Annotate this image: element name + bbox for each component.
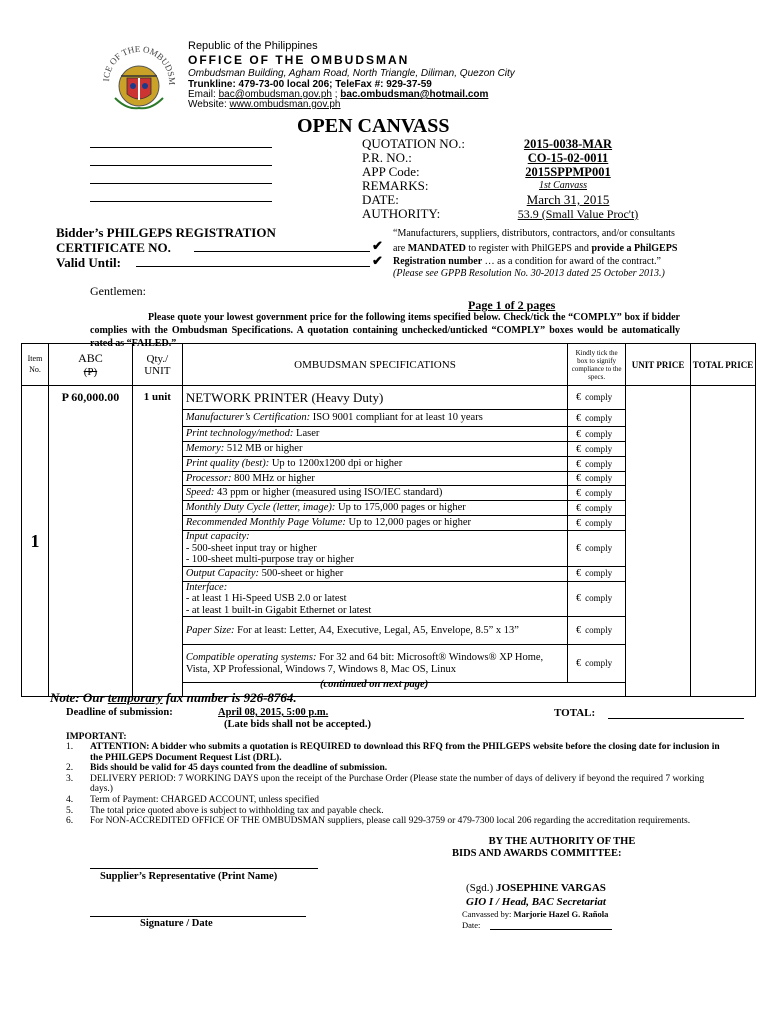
comply-label: comply — [585, 625, 613, 635]
important-item — [66, 816, 726, 827]
addressee-line[interactable] — [90, 201, 272, 202]
philgeps-note-text: … as a condition for award of the contract.” — [484, 256, 661, 267]
signatory-name: JOSEPHINE VARGAS — [495, 882, 606, 894]
header-total-price: TOTAL PRICE — [691, 344, 756, 386]
checkbox-icon: € — [576, 458, 582, 470]
header-qty — [132, 344, 182, 386]
important-title: IMPORTANT: — [66, 732, 127, 742]
important-item — [66, 795, 726, 806]
important-item-text: Bids should be valid for 45 days counted from the deadline of submission. — [90, 763, 388, 774]
check-icon: ✔ — [372, 253, 383, 268]
comply-checkbox[interactable] — [568, 531, 626, 567]
comply-label: comply — [585, 542, 613, 553]
header-qty-unit: UNIT — [144, 364, 171, 377]
bidder-registration-line1: Bidder’s PHILGEPS REGISTRATION — [56, 225, 276, 240]
spec-value: 43 ppm or higher (measured using ISO/IEC standard) — [217, 487, 443, 499]
unit-price-cell[interactable] — [626, 386, 691, 697]
comply-label: comply — [585, 658, 613, 668]
important-item-number: 6. — [66, 816, 74, 827]
spec-cell — [182, 472, 567, 486]
signatory-position: GIO I / Head, BAC Secretariat — [466, 896, 606, 908]
salutation: Gentlemen: — [90, 284, 146, 298]
spec-cell — [182, 486, 567, 501]
checkbox-icon: € — [576, 487, 582, 499]
signature-field[interactable] — [90, 916, 306, 917]
fax-note-pre: Note: Our — [50, 690, 105, 705]
signatory-line — [466, 882, 606, 894]
spec-value: Up to 1200x1200 dpi or higher — [271, 458, 403, 470]
spec-label: Recommended Monthly Page Volume: — [185, 517, 346, 529]
spec-cell — [182, 501, 567, 516]
continued-note: (continued on next page) — [320, 679, 429, 690]
email-separator: ; — [334, 89, 338, 100]
date-label: DATE: — [362, 192, 399, 207]
valid-until-label: Valid Until: — [56, 255, 121, 270]
email-label: Email: — [188, 89, 216, 100]
philgeps-note-line3 — [393, 256, 661, 267]
fax-note-temporary: temporary — [107, 690, 163, 705]
comply-label: comply — [585, 412, 613, 423]
valid-until-field[interactable] — [136, 266, 370, 267]
comply-checkbox[interactable] — [568, 442, 626, 457]
important-item-text: ATTENTION: A bidder who submits a quotation is REQUIRED to download this RFQ from the PHILGEPS website before the closing date for inclusion in the PHILGEPS Document Request List (DRL). — [90, 742, 720, 763]
deadline-value: April 08, 2015, 5:00 p.m. — [218, 707, 329, 718]
spec-value: 500-sheet or higher — [261, 567, 344, 579]
header-abc-label: ABC — [78, 351, 103, 365]
comply-checkbox[interactable] — [568, 566, 626, 581]
spec-value: - at least 1 Hi-Speed USB 2.0 or latest - at least 1 built-in Gigabit Ethernet or latest — [185, 593, 372, 616]
authority-value: 53.9 (Small Value Proc't) — [517, 207, 639, 221]
spec-label: Speed: — [185, 487, 215, 499]
important-item-text: Term of Payment: CHARGED ACCOUNT, unless specified — [90, 794, 319, 805]
comply-label: comply — [585, 593, 613, 604]
authority-label: AUTHORITY: — [362, 206, 441, 221]
important-list — [66, 742, 726, 827]
comply-label: comply — [585, 473, 613, 483]
page-title: OPEN CANVASS — [297, 115, 450, 137]
late-bids-note: (Late bids shall not be accepted.) — [224, 719, 371, 730]
checkbox-icon: € — [576, 473, 582, 484]
comply-label: comply — [585, 443, 613, 454]
spec-label: Output Capacity: — [185, 567, 260, 579]
important-item-number: 5. — [66, 805, 74, 816]
spec-value: For at least: Letter, A4, Executive, Legal, A5, Envelope, 8.5” x 13” — [237, 624, 519, 636]
spec-label: Compatible operating systems: — [185, 652, 317, 663]
specifications-table — [21, 343, 756, 697]
page-indicator: Page 1 of 2 pages — [468, 298, 556, 312]
checkbox-icon: € — [576, 568, 582, 579]
header-specifications: OMBUDSMAN SPECIFICATIONS — [182, 344, 567, 386]
comply-checkbox[interactable] — [568, 617, 626, 645]
comply-label: comply — [585, 487, 613, 498]
important-item — [66, 806, 726, 817]
spec-value: Laser — [296, 428, 320, 440]
comply-checkbox[interactable] — [568, 581, 626, 617]
important-item-text: For NON-ACCREDITED OFFICE OF THE OMBUDSMAN suppliers, please call 929-3759 or 479-7300 local 206 regarding the accreditation requirements. — [90, 816, 691, 827]
spec-cell — [182, 581, 567, 617]
philgeps-note-line2 — [393, 243, 677, 254]
quotation-no-value: 2015-0038-MAR — [523, 137, 613, 151]
remarks-value: 1st Canvass — [538, 180, 588, 191]
canvassed-by: Marjorie Hazel G. Rañola — [513, 909, 609, 919]
comply-label: comply — [585, 517, 613, 528]
spec-value: - 500-sheet input tray or higher - 100-sheet multi-purpose tray or higher — [185, 542, 355, 565]
instructions: Please quote your lowest government price for the following items specified below. Check/tick the “COMPLY” box if bidder complies with the Ombudsman Specifications. A quotation containing unchecked/unticked “COMPLY” boxes would be automatically rated as “FAILED.” — [90, 312, 680, 349]
spec-value: 512 MB or higher — [226, 443, 303, 455]
header-abc — [48, 344, 132, 386]
spec-label: Interface: — [185, 581, 228, 593]
philgeps-note-text: to register with PhilGEPS and — [468, 243, 589, 254]
spec-label: Print technology/method: — [185, 428, 294, 440]
quotation-no-label: QUOTATION NO.: — [362, 136, 465, 151]
header-abc-unit: (P) — [83, 366, 98, 378]
website-label: Website: — [188, 99, 227, 110]
checkbox-icon: € — [576, 412, 582, 424]
important-item-number: 3. — [66, 773, 74, 784]
spec-cell — [182, 617, 567, 645]
spec-cell — [182, 442, 567, 457]
signature-date-label: Signature / Date — [140, 918, 213, 929]
philgeps-note-text: are — [393, 243, 406, 254]
header-comply: Kindly tick the box to signify compliance to the specs. — [568, 344, 626, 386]
important-item-text: DELIVERY PERIOD: 7 WORKING DAYS upon the receipt of the Purchase Order (Please state the number of days of delivery if beyond the required 7 working days.) — [90, 773, 705, 795]
total-field[interactable] — [608, 718, 744, 719]
important-item — [66, 763, 726, 774]
product-name: NETWORK PRINTER (Heavy Duty) — [182, 386, 567, 410]
spec-label: Print quality (best): — [185, 458, 270, 470]
sgd-label: (Sgd.) — [466, 882, 494, 894]
certificate-no-field[interactable] — [194, 251, 370, 252]
comply-label: comply — [585, 458, 613, 469]
quantity: 1 unit — [132, 386, 182, 697]
pr-no-value: CO-15-02-0011 — [527, 151, 609, 165]
spec-label: Paper Size: — [185, 624, 235, 636]
certificate-label: CERTIFICATE NO. — [56, 240, 171, 255]
checkbox-icon: € — [576, 502, 582, 514]
remarks-label: REMARKS: — [362, 178, 429, 193]
important-item-number: 4. — [66, 794, 74, 805]
header-unit-price: UNIT PRICE — [626, 344, 691, 386]
important-item-text: The total price quoted above is subject to withholding tax and payable check. — [90, 805, 384, 816]
spec-label: Monthly Duty Cycle (letter, image): — [185, 502, 336, 514]
important-item-number: 1. — [66, 742, 74, 752]
philgeps-note-mandated: MANDATED — [407, 243, 466, 254]
spec-cell — [182, 427, 567, 442]
table-row — [22, 386, 756, 410]
bidder-registration-line2 — [56, 240, 171, 256]
spec-label: Manufacturer’s Certification: — [185, 412, 311, 424]
deadline-label: Deadline of submission: — [66, 707, 173, 718]
spec-cell — [182, 457, 567, 472]
comply-checkbox[interactable] — [568, 427, 626, 442]
website-link[interactable]: www.ombudsman.gov.ph — [229, 99, 341, 110]
spec-value: ISO 9001 compliant for at least 10 years — [312, 412, 483, 424]
spec-label: Processor: — [185, 472, 232, 484]
important-item — [66, 774, 726, 795]
check-icon: ✔ — [372, 238, 383, 253]
spec-cell — [182, 645, 567, 683]
email-link-1[interactable]: bac@ombudsman.gov.ph — [218, 89, 332, 100]
canvass-date-field[interactable] — [490, 929, 612, 930]
date-value: March 31, 2015 — [526, 192, 610, 207]
supplier-rep-field[interactable] — [90, 868, 318, 869]
ombudsman-seal — [97, 38, 181, 122]
spec-cell — [182, 410, 567, 427]
authority-line1: BY THE AUTHORITY OF THE — [488, 836, 636, 847]
comply-checkbox[interactable] — [568, 457, 626, 472]
philgeps-note-regnum: Registration number — [393, 256, 483, 267]
comply-checkbox[interactable] — [568, 386, 626, 410]
checkbox-icon: € — [576, 517, 582, 529]
pr-no-label: P.R. NO.: — [362, 150, 412, 165]
important-item — [66, 742, 726, 763]
comply-checkbox[interactable] — [568, 501, 626, 516]
spec-label: Memory: — [185, 443, 225, 455]
trunkline: Trunkline: 479-73-00 local 206; TeleFax #: 929-37-59 — [188, 79, 432, 90]
spec-value: Up to 12,000 pages or higher — [348, 517, 471, 529]
authority-line2: BIDS AND AWARDS COMMITTEE: — [452, 848, 622, 859]
office-name: OFFICE OF THE OMBUDSMAN — [188, 53, 410, 67]
republic-line: Republic of the Philippines — [188, 40, 318, 52]
philgeps-note-line4: (Please see GPPB Resolution No. 30-2013 dated 25 October 2013.) — [393, 268, 665, 279]
checkbox-icon: € — [576, 593, 582, 605]
header-qty-label: Qty./ — [146, 352, 169, 365]
fax-note-post: fax number is 926-8764. — [165, 690, 297, 705]
checkbox-icon: € — [576, 625, 582, 636]
supplier-rep-label: Supplier’s Representative (Print Name) — [100, 871, 278, 882]
comply-label: comply — [585, 428, 613, 439]
spec-label: Input capacity: — [185, 531, 250, 542]
app-code-label: APP Code: — [362, 164, 420, 179]
addressee-line[interactable] — [90, 183, 272, 184]
spec-value: 800 MHz or higher — [234, 472, 315, 484]
comply-checkbox[interactable] — [568, 645, 626, 683]
checkbox-icon: € — [576, 658, 582, 669]
spec-cell — [182, 531, 567, 567]
app-code-value: 2015SPPMP001 — [525, 165, 611, 179]
comply-checkbox[interactable] — [568, 410, 626, 427]
addressee-line[interactable] — [90, 147, 272, 148]
philgeps-note-provide: provide a PhilGEPS — [591, 243, 678, 254]
checkbox-icon: € — [576, 542, 582, 554]
addressee-line[interactable] — [90, 165, 272, 166]
comply-label: comply — [585, 392, 613, 402]
philgeps-note-line1: “Manufacturers, suppliers, distributors, contractors, and/or consultants — [393, 228, 675, 239]
checkbox-icon: € — [576, 428, 582, 440]
canvass-date-label: Date: — [462, 920, 481, 930]
email-link-2[interactable]: bac.ombudsman@hotmail.com — [340, 89, 489, 100]
canvassed-line — [462, 909, 608, 919]
item-number: 1 — [22, 386, 49, 697]
spec-value: For 32 and 64 bit: Microsoft® Windows® XP Home, Vista, XP Professional, Windows 7, Windows 8, Mac OS, Linux — [185, 652, 544, 675]
office-address: Ombudsman Building, Agham Road, North Triangle, Diliman, Quezon City — [188, 68, 515, 79]
seal-text: ICE OF THE OMBUDSM — [100, 43, 178, 86]
total-label: TOTAL: — [554, 707, 596, 719]
comply-checkbox[interactable] — [568, 472, 626, 486]
spec-cell — [182, 516, 567, 531]
canvassed-label: Canvassed by: — [462, 909, 512, 919]
checkbox-icon: € — [576, 443, 582, 455]
website-line — [188, 99, 341, 111]
table-header-row — [22, 344, 756, 386]
spec-cell — [182, 566, 567, 581]
fax-note — [50, 690, 297, 706]
abc-amount: P 60,000.00 — [48, 386, 132, 697]
comply-checkbox[interactable] — [568, 516, 626, 531]
comply-label: comply — [585, 568, 613, 578]
spec-value: Up to 175,000 pages or higher — [338, 502, 466, 514]
checkbox-icon: € — [576, 392, 582, 403]
header-item-no: Item No. — [22, 344, 49, 386]
important-item-number: 2. — [66, 763, 74, 774]
total-price-cell[interactable] — [691, 386, 756, 697]
comply-label: comply — [585, 502, 613, 513]
comply-checkbox[interactable] — [568, 486, 626, 501]
